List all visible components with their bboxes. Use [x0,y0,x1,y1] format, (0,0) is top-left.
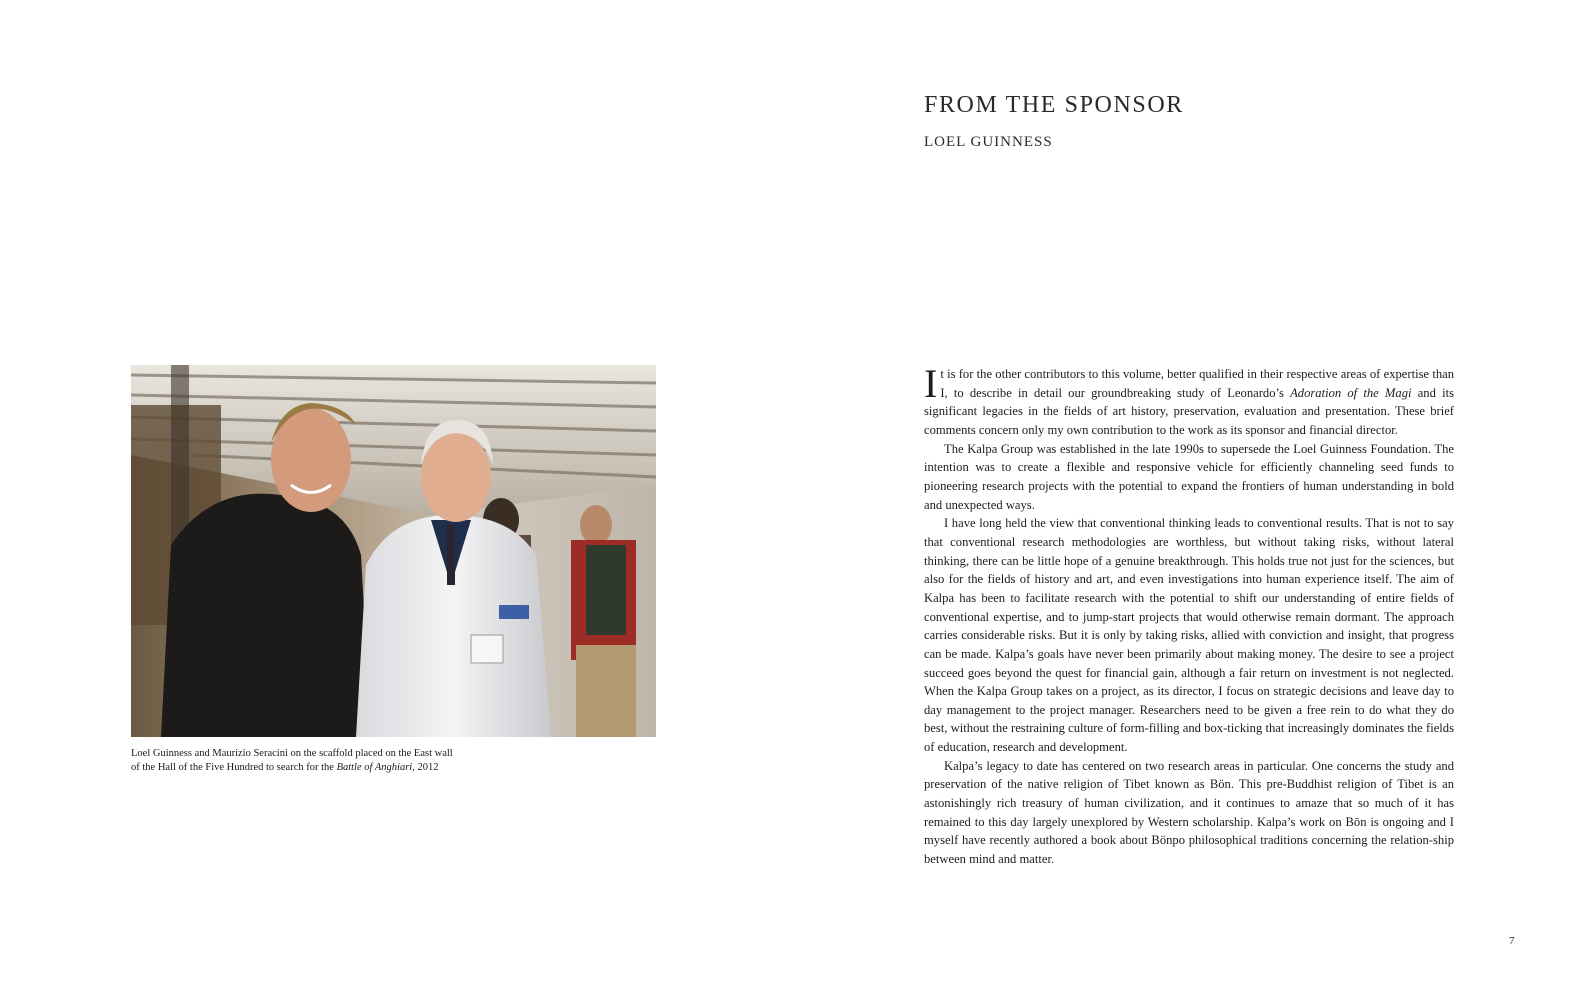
paragraph-1 [924,361,1454,440]
caption-line2-prefix: of the Hall of the Five Hundred to search for the [131,762,337,773]
page-number: 7 [1509,935,1515,947]
paragraph-2: The Kalpa Group was established in the late 1990s to supersede the Loel Guinness Foundation. The intention was to create a flexible and responsive vehicle for efficiently channeling seed funds to pioneering research projects with the potential to expand the frontiers of human understanding in bold and unexpected ways. [924,441,1454,512]
paragraph-1-text-b: and its significant legacies in the fields of art history, preservation, evaluation and presentation. These brief comments concern only my own contribution to the work as its sponsor and financial director. [924,385,1454,437]
caption-line2-suffix: , 2012 [412,762,439,773]
article-body [924,361,1454,869]
photo-caption [131,747,511,775]
paragraph-1-artwork-title: Adoration of the Magi [1290,385,1412,400]
paragraph-4: Kalpa’s legacy to date has centered on two research areas in particular. One concerns the study and preservation of the native religion of Tibet known as Bön. This pre-Buddhist religion of Tibet is an astonishingly rich treasury of human civilization, and it continues to amaze that so much of it has remained to this day largely unexplored by Western scholarship. Kalpa’s work on Bōn is ongoing and I myself have recently authored a book about Bönpo philosophical traditions concerning the relation-ship between mind and matter. [924,758,1454,867]
caption-artwork-title: Battle of Anghiari [336,762,413,773]
paragraph-3: I have long held the view that conventional thinking leads to conventional results. That is not to say that conventional research methodologies are worthless, but without taking risks, without lateral thinking, there can be little hope of a genuine breakthrough. This holds true not just for the sciences, but also for the fields of history and art, and even investigations into human experience itself. The aim of Kalpa has been to facilitate research with the potential to shift our understanding of entire fields of conventional expertise, and to jump-start projects that would otherwise remain dormant. The approach carries considerable risks. But it is only by taking risks, allied with conviction and insight, that progress can be made. Kalpa’s goals have never been primarily about making money. The desire to see a project succeed goes beyond the quest for financial gain, although a fair return on investment is not neglected. When the Kalpa Group takes on a project, as its director, I focus on strategic decisions and leave day to day management to the project manager. Researchers need to be given a free rein to do what they do best, without the restraining culture of form-filling and box-ticking that increasingly dominates the fields of education, research and development. [924,516,1454,755]
drop-cap: I [924,361,938,406]
photo-illustration [131,365,656,737]
caption-line1: Loel Guinness and Maurizio Seracini on the scaffold placed on the East wall [131,748,453,759]
photograph [131,365,656,737]
chapter-heading: FROM THE SPONSOR [924,92,1184,118]
paragraph-1-text-a: t is for the other contributors to this volume, better qualified in their respective areas of expertise than I, to describe in detail our groundbreaking study of Leonardo’s [940,367,1454,400]
author-name: LOEL GUINNESS [924,134,1053,150]
